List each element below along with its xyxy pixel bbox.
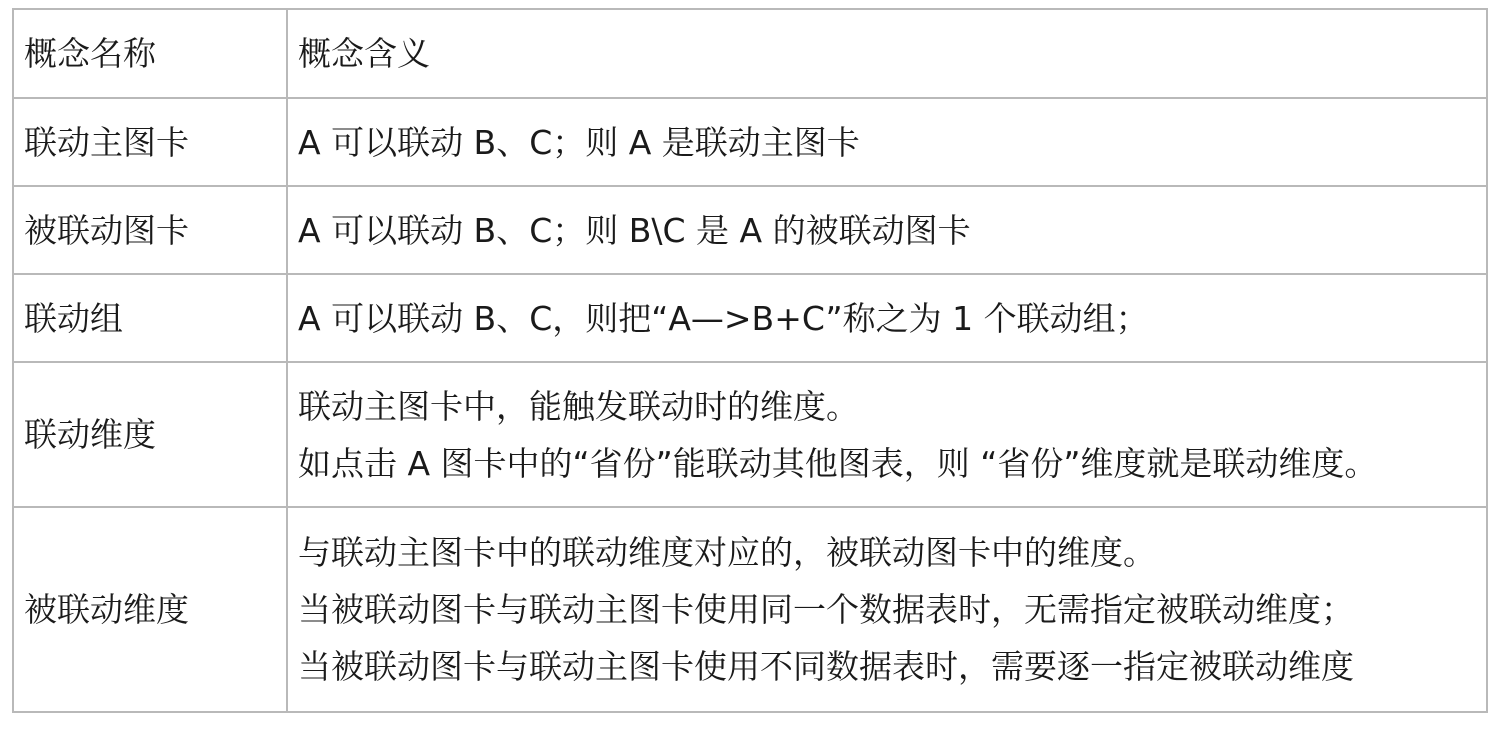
term-cell: 联动维度	[13, 362, 287, 507]
table-row	[13, 186, 1487, 274]
header-definition: 概念含义	[287, 9, 1487, 98]
term-cell: 联动组	[13, 274, 287, 362]
table-header-row	[13, 9, 1487, 98]
definition-line: 联动主图卡中，能触发联动时的维度。	[298, 386, 859, 426]
concept-table	[12, 8, 1488, 713]
term-cell: 被联动图卡	[13, 186, 287, 274]
definition-cell	[287, 507, 1487, 712]
definition-line: 如点击 A 图卡中的“省份”能联动其他图表，则 “省份”维度就是联动维度。	[298, 443, 1378, 483]
definition-line: A 可以联动 B、C，则把“A—>B+C”称之为 1 个联动组；	[298, 298, 1149, 338]
definition-cell	[287, 274, 1487, 362]
definition-line: 与联动主图卡中的联动维度对应的，被联动图卡中的维度。	[298, 533, 1156, 572]
definition-cell	[287, 98, 1487, 186]
table-row	[13, 362, 1487, 507]
definition-line: A 可以联动 B、C；则 A 是联动主图卡	[298, 122, 860, 162]
definition-line: 当被联动图卡与联动主图卡使用不同数据表时，需要逐一指定被联动维度	[298, 647, 1354, 686]
term-cell: 联动主图卡	[13, 98, 287, 186]
table-row	[13, 507, 1487, 712]
table-row	[13, 98, 1487, 186]
definition-line: 当被联动图卡与联动主图卡使用同一个数据表时，无需指定被联动维度；	[298, 590, 1354, 629]
table-row	[13, 274, 1487, 362]
definition-line: A 可以联动 B、C；则 B\C 是 A 的被联动图卡	[298, 210, 971, 250]
definition-cell	[287, 362, 1487, 507]
term-cell: 被联动维度	[13, 507, 287, 712]
definition-cell	[287, 186, 1487, 274]
header-term: 概念名称	[13, 9, 287, 98]
